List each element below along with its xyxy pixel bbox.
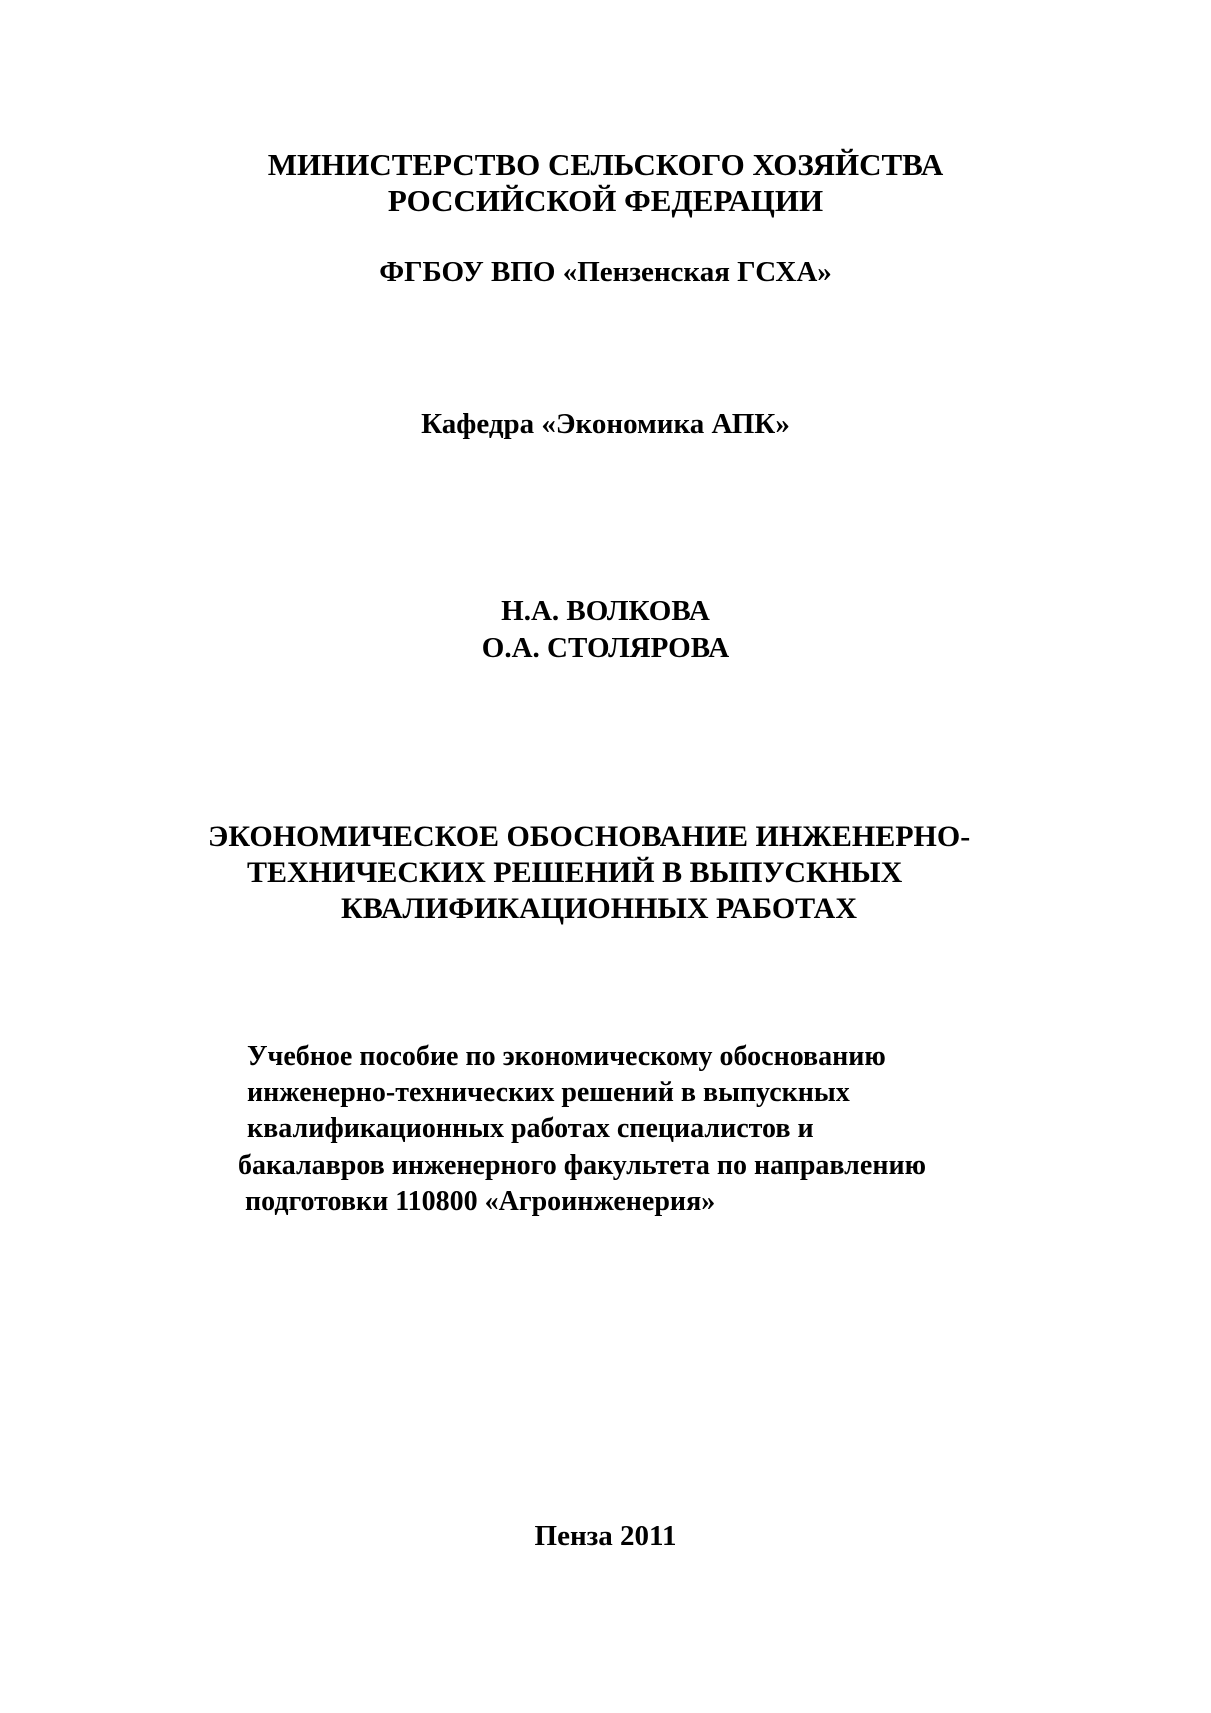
institution-name: ФГБОУ ВПО «Пензенская ГСХА»: [379, 256, 832, 288]
department-name: Кафедра «Экономика АПК»: [421, 408, 790, 440]
book-title-line-3: КВАЛИФИКАЦИОННЫХ РАБОТАХ: [341, 892, 858, 925]
author-2: О.А. СТОЛЯРОВА: [481, 632, 730, 664]
description-line-3: квалификационных работах специалистов и: [247, 1113, 814, 1144]
description-line-4: бакалавров инженерного факультета по направлению: [238, 1150, 926, 1181]
ministry-line-2: РОССИЙСКОЙ ФЕДЕРАЦИИ: [387, 183, 824, 218]
description-line-2: инженерно-технических решений в выпускных: [247, 1077, 850, 1108]
book-title-line-1: ЭКОНОМИЧЕСКОЕ ОБОСНОВАНИЕ ИНЖЕНЕРНО-: [208, 820, 971, 853]
author-1: Н.А. ВОЛКОВА: [501, 595, 710, 627]
place-and-year: Пенза 2011: [534, 1520, 677, 1552]
description-line-1: Учебное пособие по экономическому обоснованию: [247, 1041, 886, 1072]
ministry-line-1: МИНИСТЕРСТВО СЕЛЬСКОГО ХОЗЯЙСТВА: [267, 147, 944, 182]
description-line-5: подготовки 110800 «Агроинженерия»: [245, 1186, 716, 1217]
book-title-line-2: ТЕХНИЧЕСКИХ РЕШЕНИЙ В ВЫПУСКНЫХ: [247, 856, 903, 889]
